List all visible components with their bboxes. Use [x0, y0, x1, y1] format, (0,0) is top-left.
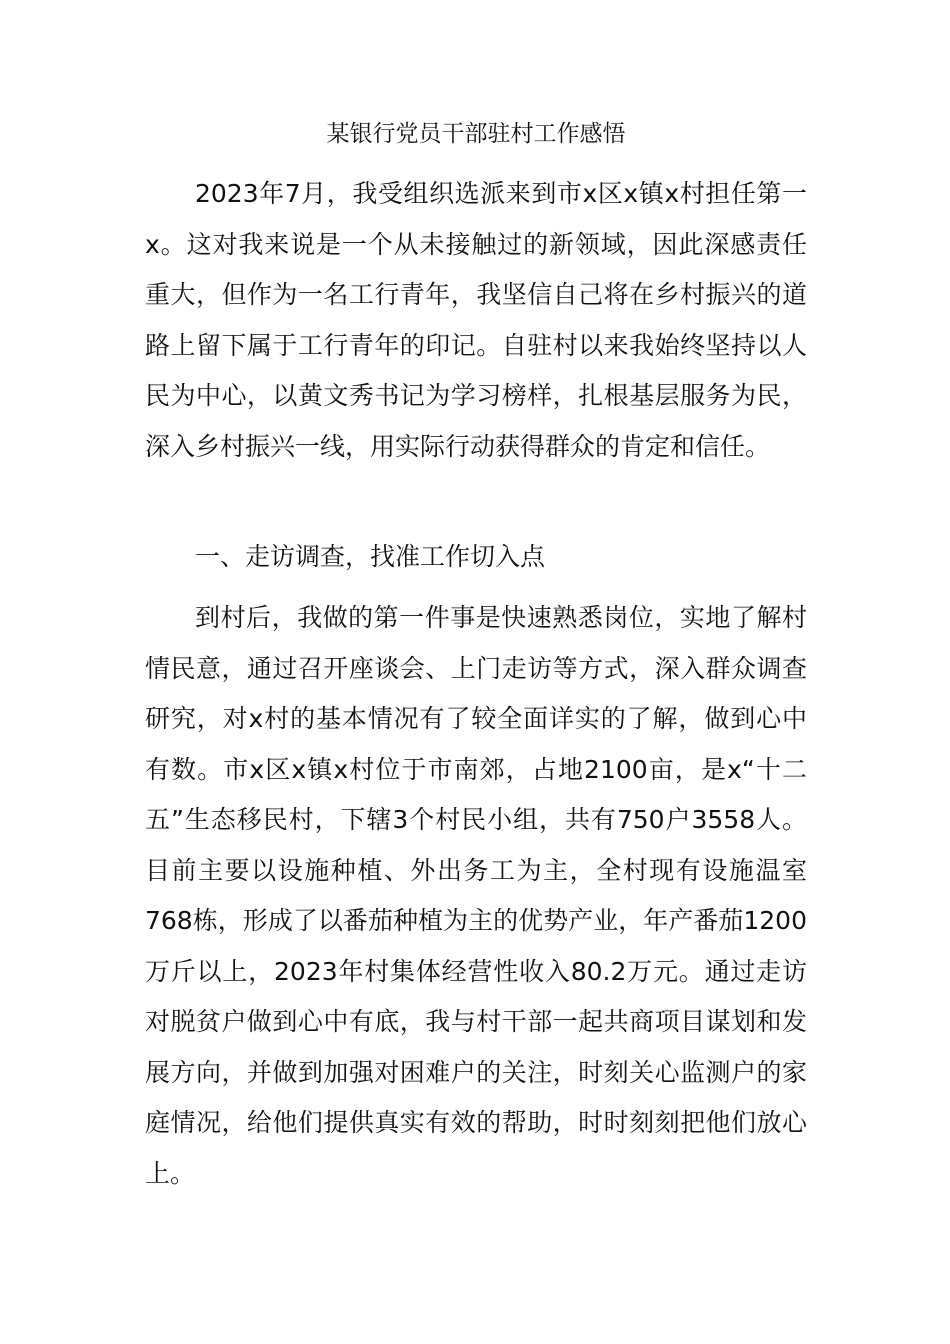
- document-title: 某银行党员干部驻村工作感悟: [326, 121, 626, 147]
- section-heading: 一、走访调查，找准工作切入点: [195, 542, 546, 571]
- paragraph-section-one: 到村后，我做的第一件事是快速熟悉岗位，实地了解村情民意，通过召开座谈会、上门走访等方式，深入群众调查研究，对x村的基本情况有了较全面详实的了解，做到心中有数。市x区x镇x村位于市南郊，占地2100亩，是x“十二五”生态移民村，下辖3个村民小组，共有750户3558人。目前主要以设施种植、外出务工为主，全村现有设施温室768栋，形成了以番茄种植为主的优势产业，年产番茄1200万斤以上，2023年村集体经营性收入80.2万元。通过走访对脱贫户做到心中有底，我与村干部一起共商项目谋划和发展方向，并做到加强对困难户的关注，时刻关心监测户的家庭情况，给他们提供真实有效的帮助，时时刻刻把他们放心上。: [145, 603, 807, 1188]
- paragraph-intro: 2023年7月，我受组织选派来到市x区x镇x村担任第一x。这对我来说是一个从未接触过的新领域，因此深感责任重大，但作为一名工行青年，我坚信自己将在乡村振兴的道路上留下属于工行青年的印记。自驻村以来我始终坚持以人民为中心，以黄文秀书记为学习榜样，扎根基层服务为民，深入乡村振兴一线，用实际行动获得群众的肯定和信任。: [145, 179, 807, 461]
